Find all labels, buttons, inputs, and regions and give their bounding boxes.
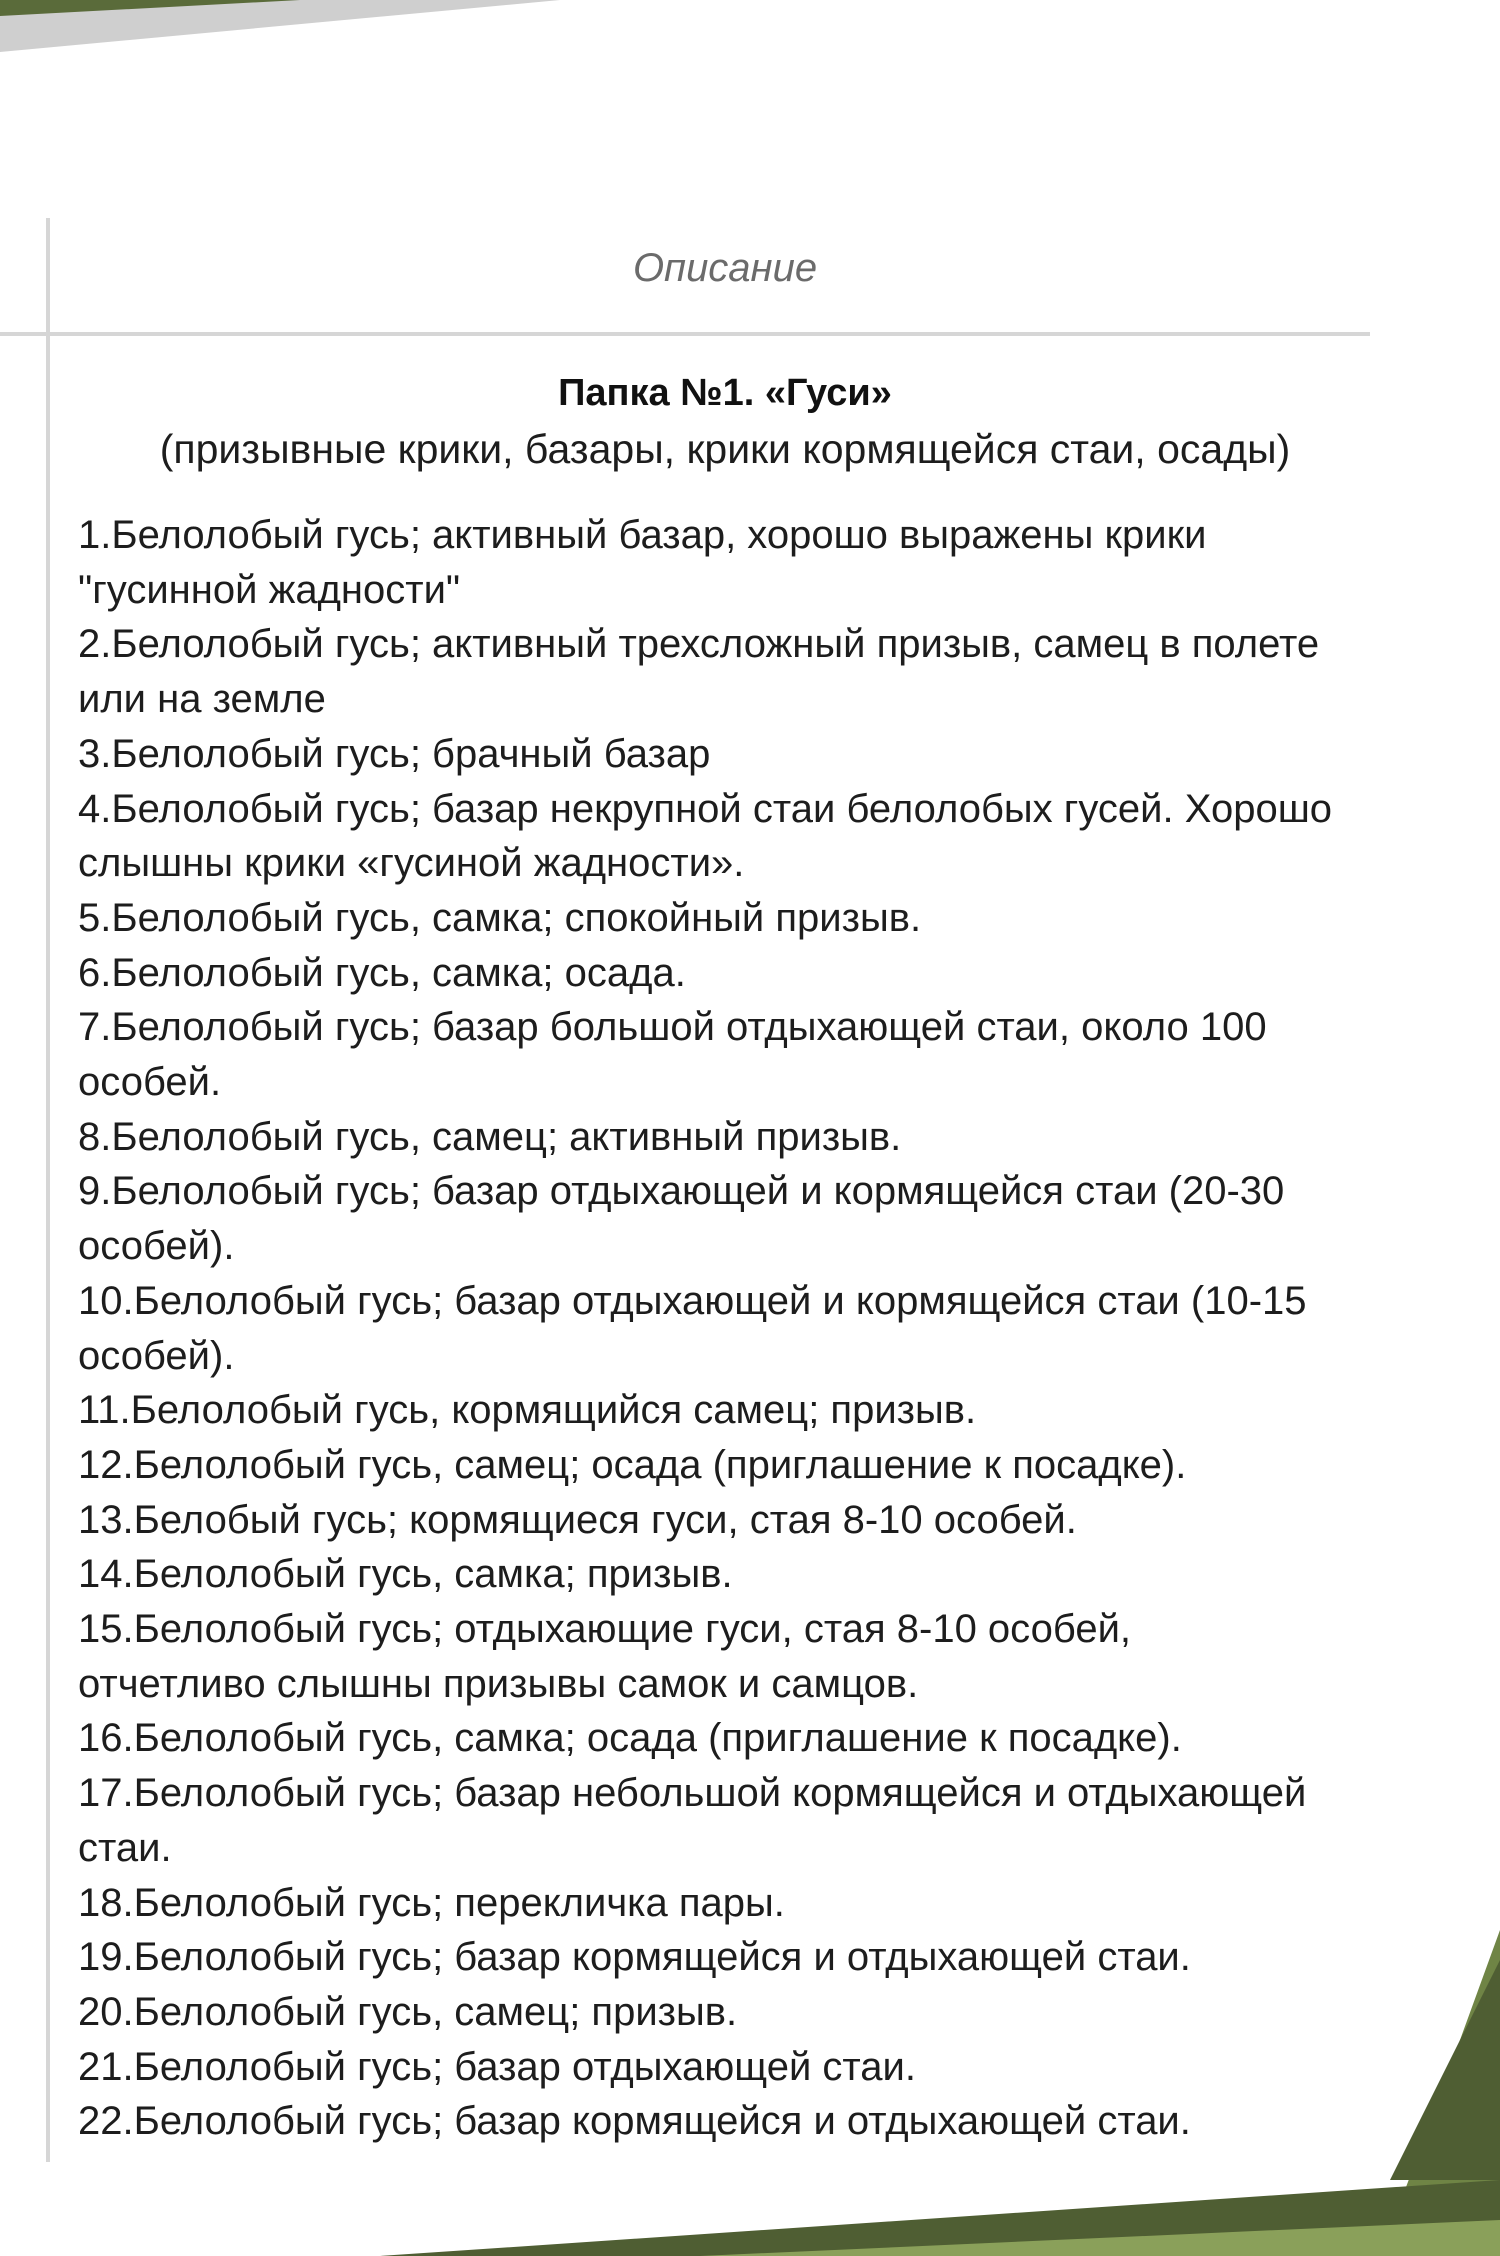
track-item-13: 13.Белобый гусь; кормящиеся гуси, стая 8-10 особей.: [78, 1497, 1077, 1542]
top-left-green-stripe: [0, 0, 300, 16]
left-vertical-rule: [46, 218, 50, 2162]
track-item-14: 14.Белолобый гусь, самка; призыв.: [78, 1552, 733, 1597]
track-item-2: 2.Белолобый гусь; активный трехсложный призыв, самец в полете или на земле: [78, 622, 1320, 722]
track-item-1: 1.Белолобый гусь; активный базар, хорошо выражены крики "гусинной жадности": [78, 513, 1207, 612]
bottom-green-band-dark: [380, 2180, 1500, 2256]
track-item-20: 20.Белолобый гусь, самец; призыв.: [78, 1989, 738, 2034]
track-item-17: 17.Белолобый гусь; базар небольшой кормящейся и отдыхающей стаи.: [78, 1771, 1307, 1870]
section-label: Описание: [632, 246, 818, 290]
bottom-right-green-shape-light: [1380, 1930, 1500, 2256]
track-item-6: 6.Белолобый гусь, самка; осада.: [78, 950, 686, 995]
header-divider: [0, 332, 1370, 336]
track-item-5: 5.Белолобый гусь, самка; спокойный призыв.: [78, 895, 922, 940]
track-item-18: 18.Белолобый гусь; перекличка пары.: [78, 1880, 785, 1925]
track-item-3: 3.Белолобый гусь; брачный базар: [78, 731, 711, 776]
track-item-7: 7.Белолобый гусь; базар большой отдыхающей стаи, около 100 особей.: [78, 1005, 1267, 1105]
track-item-21: 21.Белолобый гусь; базар отдыхающей стаи.: [78, 2044, 917, 2089]
track-item-4: 4.Белолобый гусь; базар некрупной стаи белолобых гусей. Хорошо слышны крики «гусиной жадности».: [78, 786, 1333, 886]
track-item-16: 16.Белолобый гусь, самка; осада (приглашение к посадке).: [78, 1716, 1182, 1761]
folder-title: Папка №1. «Гуси»: [558, 372, 892, 414]
track-item-9: 9.Белолобый гусь; базар отдыхающей и кормящейся стаи (20-30 особей).: [78, 1169, 1285, 1269]
bottom-right-green-shape-dark: [1390, 1960, 1500, 2180]
track-item-10: 10.Белолобый гусь; базар отдыхающей и кормящейся стаи (10-15 особей).: [78, 1278, 1307, 1378]
top-left-gray-stripe: [0, 0, 560, 52]
track-item-19: 19.Белолобый гусь; базар кормящейся и отдыхающей стаи.: [78, 1935, 1191, 1980]
track-item-22: 22.Белолобый гусь; базар кормящейся и отдыхающей стаи.: [78, 2099, 1191, 2144]
track-list: [78, 508, 1388, 2149]
track-item-11: 11.Белолобый гусь, кормящийся самец; призыв.: [78, 1388, 977, 1433]
track-item-15: 15.Белолобый гусь; отдыхающие гуси, стая 8-10 особей, отчетливо слышны призывы самок и самцов.: [78, 1607, 1132, 1706]
folder-subtitle: (призывные крики, базары, крики кормящейся стаи, осады): [159, 426, 1291, 472]
track-item-12: 12.Белолобый гусь, самец; осада (приглашение к посадке).: [78, 1442, 1187, 1487]
bottom-green-band-light: [700, 2220, 1500, 2256]
track-item-8: 8.Белолобый гусь, самец; активный призыв.: [78, 1114, 902, 1159]
